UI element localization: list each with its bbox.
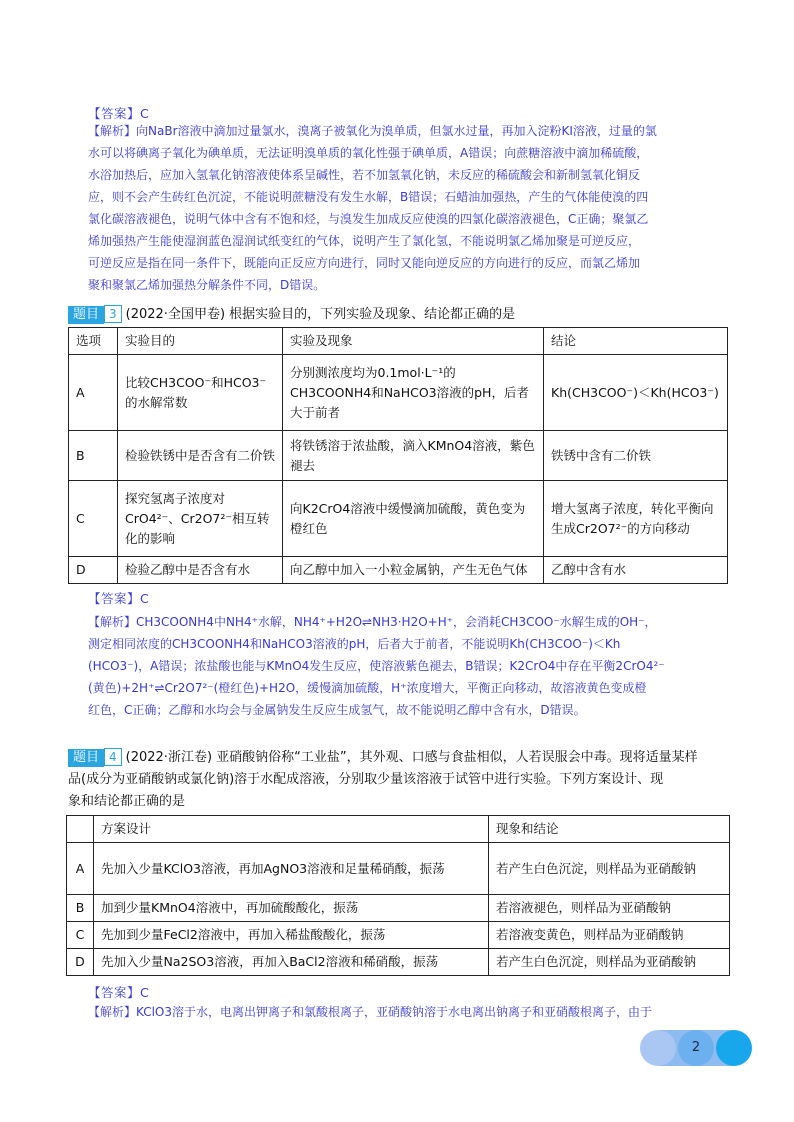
page-number-badge: [640, 1030, 750, 1066]
explanation-line: 聚和聚氯乙烯加强热分解条件不同，D错误。: [88, 278, 326, 292]
table-cell: 探究氢离子浓度对CrO4²⁻、Cr2O7²⁻相互转化的影响: [118, 481, 283, 557]
question-badge: 题目: [68, 749, 104, 767]
table-header-cell: [67, 816, 94, 843]
table-cell: 先加到少量FeCl2溶液中，再加入稀盐酸酸化，振荡: [94, 922, 489, 949]
table-header-cell: 现象和结论: [489, 816, 730, 843]
table-row: [69, 431, 728, 481]
table-cell: 检验乙醇中是否含有水: [118, 557, 283, 584]
table-cell: 向K2CrO4溶液中缓慢滴加硫酸，黄色变为橙红色: [283, 481, 544, 557]
explanation-line: 测定相同浓度的CH3COONH4和NaHCO3溶液的pH，后者大于前者，不能说明Kh(CH3COO⁻)＜Kh: [88, 637, 621, 651]
question-4-table: [66, 815, 730, 976]
table-header-cell: 方案设计: [94, 816, 489, 843]
explanation-q3: [88, 611, 728, 721]
table-cell: 铁锈中含有二价铁: [544, 431, 728, 481]
table-cell: 乙醇中含有水: [544, 557, 728, 584]
table-cell: 分别测浓度均为0.1mol·L⁻¹的CH3COONH4和NaHCO3溶液的pH，后者大于前者: [283, 355, 544, 431]
question-4-title: [68, 747, 728, 813]
answer-label-q3: 【答案】C: [88, 591, 150, 606]
table-row: [67, 843, 730, 895]
table-row: [67, 895, 730, 922]
explanation-line: 应，则不会产生砖红色沉淀，不能说明蔗糖没有发生水解，B错误；石蜡油加强热，产生的气体能使溴的四: [88, 190, 649, 204]
table-cell: C: [67, 922, 94, 949]
table-cell: 检验铁锈中是否含有二价铁: [118, 431, 283, 481]
table-cell: B: [67, 895, 94, 922]
table-header-row: [67, 816, 730, 843]
question-number: 3: [104, 305, 122, 323]
table-cell: 加到少量KMnO4溶液中，再加硫酸酸化，振荡: [94, 895, 489, 922]
explanation-line: (HCO3⁻)，A错误；浓盐酸也能与KMnO4发生反应，使溶液紫色褪去，B错误；K2CrO4中存在平衡2CrO4²⁻: [88, 659, 665, 673]
table-cell: 比较CH3COO⁻和HCO3⁻的水解常数: [118, 355, 283, 431]
table-row: [67, 949, 730, 976]
table-cell: B: [69, 431, 118, 481]
table-cell: 若溶液变黄色，则样品为亚硝酸钠: [489, 922, 730, 949]
table-row: [69, 355, 728, 431]
explanation-line: 烯加强热产生能使湿润蓝色湿润试纸变红的气体，说明产生了氯化氢，不能说明氯乙烯加聚是可逆反应，: [88, 234, 641, 248]
table-cell: 若溶液褪色，则样品为亚硝酸钠: [489, 895, 730, 922]
explanation-line: 水可以将碘离子氧化为碘单质，无法证明溴单质的氧化性强于碘单质，A错误；向蔗糖溶液中滴加稀硫酸，: [88, 146, 649, 160]
question-3-title: [68, 303, 515, 324]
table-row: [69, 557, 728, 584]
explanation-line: 氯化碳溶液褪色，说明气体中含有不饱和烃，与溴发生加成反应使溴的四氯化碳溶液褪色，C正确；聚氯乙: [88, 212, 649, 226]
explanation-line: 红色，C正确；乙醇和水均会与金属钠发生反应生成氢气，故不能说明乙醇中含有水，D错误。: [88, 703, 586, 717]
table-cell: 将铁锈溶于浓盐酸，滴入KMnO4溶液，紫色褪去: [283, 431, 544, 481]
table-header-cell: 结论: [544, 328, 728, 355]
table-cell: 向乙醇中加入一小粒金属钠，产生无色气体: [283, 557, 544, 584]
table-row: [69, 481, 728, 557]
table-cell: 先加入少量Na2SO3溶液，再加入BaCl2溶液和稀硝酸，振荡: [94, 949, 489, 976]
question-3-table: [68, 327, 728, 584]
question-text-line: 品(成分为亚硝酸钠或氯化钠)溶于水配成溶液，分别取少量该溶液于试管中进行实验。下列方案设计、现: [68, 772, 664, 787]
explanation-line: (黄色)+2H⁺⇌Cr2O7²⁻(橙红色)+H2O，缓慢滴加硫酸，H⁺浓度增大，平衡正向移动，故溶液黄色变成橙: [88, 681, 647, 695]
answer-label-q4: 【答案】C: [88, 985, 150, 1000]
question-number: 4: [104, 748, 122, 766]
question-text: (2022·全国甲卷) 根据实验目的，下列实验及现象、结论都正确的是: [125, 307, 516, 322]
question-text-line: 象和结论都正确的是: [68, 794, 186, 809]
table-cell: Kh(CH3COO⁻)＜Kh(HCO3⁻): [544, 355, 728, 431]
explanation-line: 【解析】CH3COONH4中NH4⁺水解，NH4⁺+H2O⇌NH3·H2O+H⁺，会消耗CH3COO⁻水解生成的OH⁻，: [88, 615, 657, 629]
table-header-row: [69, 328, 728, 355]
table-cell: A: [69, 355, 118, 431]
table-cell: 若产生白色沉淀，则样品为亚硝酸钠: [489, 949, 730, 976]
explanation-line: 【解析】向NaBr溶液中滴加过量氯水，溴离子被氧化为溴单质，但氯水过量，再加入淀粉KI溶液，过量的氯: [88, 124, 657, 138]
table-cell: D: [67, 949, 94, 976]
table-cell: 先加入少量KClO3溶液，再加AgNO3溶液和足量稀硝酸，振荡: [94, 843, 489, 895]
table-row: [67, 922, 730, 949]
table-cell: C: [69, 481, 118, 557]
table-cell: 若产生白色沉淀，则样品为亚硝酸钠: [489, 843, 730, 895]
table-cell: D: [69, 557, 118, 584]
explanation-line: 可逆反应是指在同一条件下，既能向正反应方向进行，同时又能向逆反应的方向进行的反应，而氯乙烯加: [88, 256, 641, 270]
table-header-cell: 选项: [69, 328, 118, 355]
explanation-q4: [88, 1001, 728, 1023]
question-badge: 题目: [68, 306, 104, 324]
table-header-cell: 实验目的: [118, 328, 283, 355]
table-header-cell: 实验及现象: [283, 328, 544, 355]
explanation-line: 【解析】KClO3溶于水，电离出钾离子和氯酸根离子，亚硝酸钠溶于水电离出钠离子和亚硝酸根离子，由于: [88, 1005, 653, 1019]
explanation-q2: [88, 120, 728, 296]
table-cell: 增大氢离子浓度，转化平衡向生成Cr2O7²⁻的方向移动: [544, 481, 728, 557]
question-text-line: (2022·浙江卷) 亚硝酸钠俗称“工业盐”，其外观、口感与食盐相似，人若误服会中毒。现将适量某样: [125, 750, 698, 765]
explanation-line: 水浴加热后，应加入氢氧化钠溶液使体系呈碱性，若不加氢氧化钠，未反应的稀硫酸会和新制氢氧化铜反: [88, 168, 641, 182]
answer-label-q2: 【答案】C: [88, 106, 150, 121]
page-number: 2: [691, 1040, 701, 1055]
table-cell: A: [67, 843, 94, 895]
